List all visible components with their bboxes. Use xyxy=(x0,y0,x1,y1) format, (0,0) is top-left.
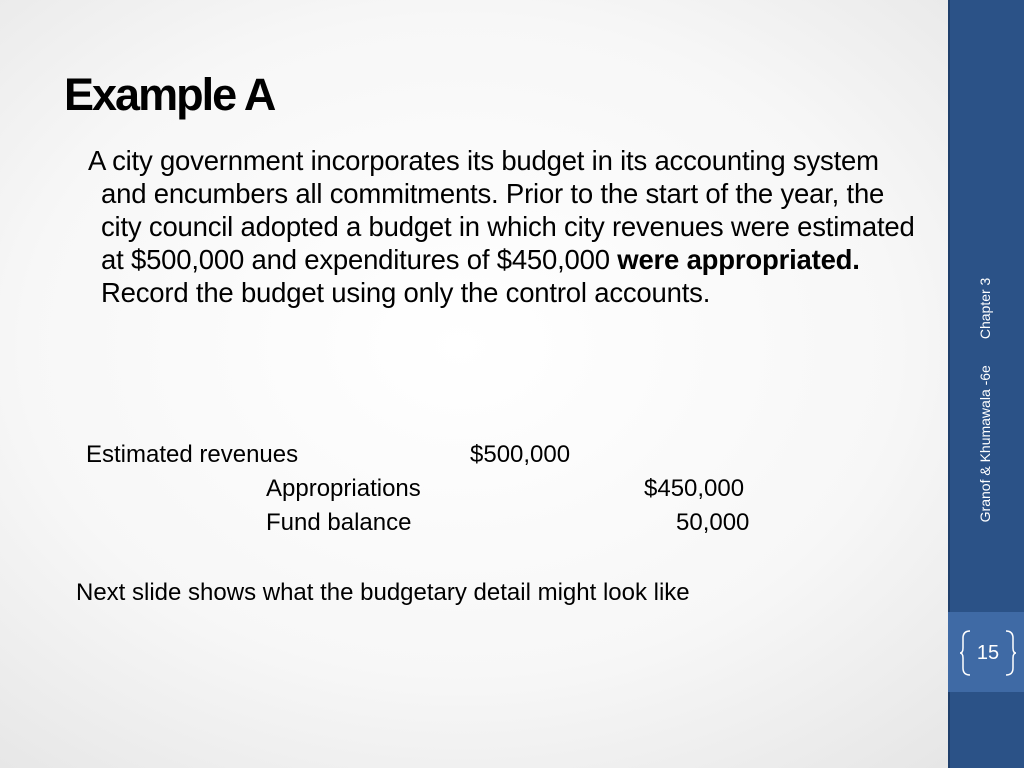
journal-account: Appropriations xyxy=(266,475,421,502)
next-slide-note: Next slide shows what the budgetary detail might look like xyxy=(76,579,690,606)
sidebar-footer-text xyxy=(977,278,993,523)
journal-account: Fund balance xyxy=(266,509,412,536)
footer-chapter: Chapter 3 xyxy=(977,277,993,340)
body-bold: were appropriated. xyxy=(617,244,860,275)
slide-body-text xyxy=(88,144,921,309)
slide-title: Example A xyxy=(64,69,275,120)
body-intro: A city government incorporates its budget in its accounting system and encumbers all commitments. Prior to the start of the year, the city council adopted a budget in which city revenues were estimated at $500,000 and expenditures of $450,000 xyxy=(88,145,915,275)
page-number: 15 xyxy=(976,641,1000,664)
journal-debit: $500,000 xyxy=(470,441,571,468)
journal-account: Estimated revenues xyxy=(86,441,299,468)
journal-credit: 50,000 xyxy=(676,509,750,536)
footer-authors: Granof & Khumawala -6e xyxy=(977,365,993,523)
body-outro: Record the budget using only the control accounts. xyxy=(101,277,711,308)
journal-credit: $450,000 xyxy=(644,475,745,502)
